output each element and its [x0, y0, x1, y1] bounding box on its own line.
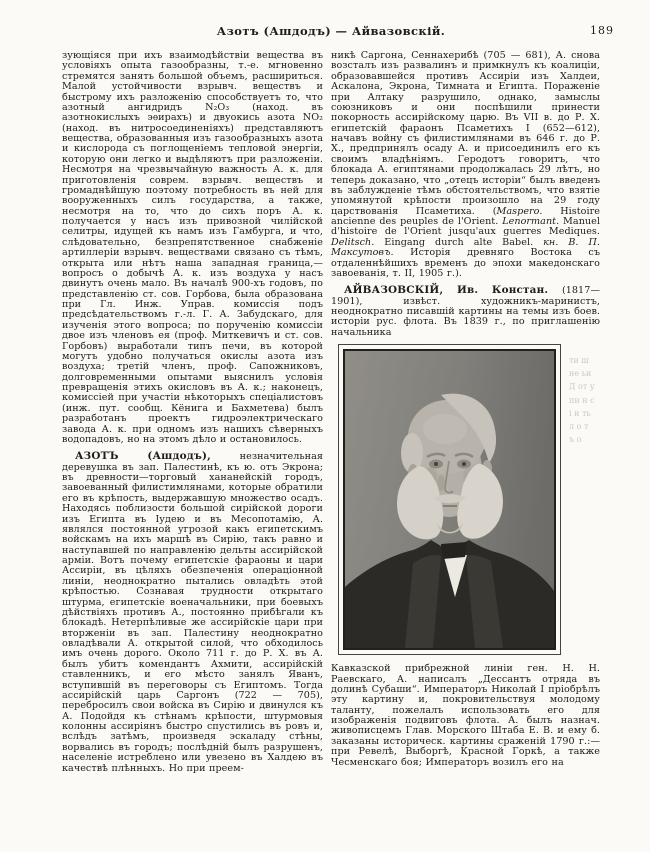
text-segment: Eingang durch alte Babel. — [374, 236, 544, 248]
bibliography-author: Lenormant. — [502, 216, 560, 227]
text-segment: Исторія древняго Востока съ отдаленнѣйшихъ временъ до эпохи македонскаго завоеванія, т. II, 1905 г.). — [331, 247, 600, 279]
paragraph — [331, 285, 600, 338]
text-segment: Кавказской прибрежной линіи ген. Н. Н. Раевскаго, А. написалъ „Дессантъ отряда въ долинѣ Субаши“. Императоръ Николай I пріобрѣлъ эту картину и, покровительствуя молодому таланту, пожелалъ использовать его для изображенія подвиговъ флота. А. былъ назнач. живописцемъ Глав. Морского Штаба Е. В. и ему б. заказаны историческ. картины сраженій 1790 г.:— при Ревелѣ, Выборгѣ, Красной Горкѣ, а также Чесменскаго боя; Императоръ возилъ его на — [331, 663, 600, 768]
text-segment: зующіяся при ихъ взаимодѣйствіи вещества въ условіяхъ опыта газообразны, т.-е. мгновенно стремятся занять большой объемъ, расшириться. Малой устойчивости взрывч. веществъ и быстрому ихъ разложенію способствуетъ то, что азотный ангидридъ N₂O₃ (наход. въ азотнокислыхъ эѳирахъ) и двуокись азота NO₂ (наход. въ нитросоединеніяхъ) представляютъ вещества, образованныя изъ газообразныхъ азота и кислорода съ поглощеніемъ тепловой энергіи, которую они легко и выдѣляютъ при разложеніи. Несмотря на чрезвычайную важность А. к. для приготовленія соврем. взрывч. веществъ и громаднѣйшую поэтому потребность въ ней для вооруженныхъ силъ государства, а также, несмотря на то, что до сихъ поръ А. к. получается у насъ изъ привозной чилійской селитры, идущей къ намъ изъ Гамбурга, и что, слѣдовательно, безпрепятственное снабженіе артиллеріи взрывч. веществами связано съ тѣмъ, открыта или нѣтъ наша западная граница,—вопросъ о добычѣ А. к. изъ воздуха у насъ двинутъ очень мало. Въ началѣ 900-хъ годовъ, по представленію ст. сов. Горбова, была образована при Гл. Инж. Управ. комиссія подъ предсѣдательствомъ г.-л. Г. А. Забудскаго, для изученія этого вопроса; по порученію комиссіи двое изъ членовъ ея (проф. Миткевичъ и ст. сов. Горбовъ) выработали типъ печи, въ которой могутъ удобно получаться окислы азота изъ воздуха; третій членъ, проф. Сапожниковъ, долговременными опытами выяснилъ условія превращенія этихъ окисловъ въ А. к.; наконецъ, комиссіей при участіи нѣкоторыхъ спеціалистовъ (инж. пут. сообщ. Кёнига и Бахметева) былъ разработанъ проектъ гидроэлектрическаго завода А. к. при одномъ изъ нашихъ сѣверныхъ водопадовъ, но на этомъ дѣло и остановилось. — [62, 50, 323, 445]
page-showthrough: ти ш не ьи Д от у пи н сі и ть л о т ъ о — [569, 356, 595, 445]
text-segment: незначительная деревушка въ зап. Палестинѣ, къ ю. отъ Экрона; въ древности—торговый хананейскій городъ, завоеванный филистимлянами, которые обратили его въ крѣпость, выдержавшую множество осадъ. Находясь поблизости большой сирійской дороги изъ Египта въ Іудею и въ Месопотамію, А. являлся постоянной угрозой какъ египетскимъ войскамъ на ихъ маршѣ въ Сирію, такъ равно и наступавшей по направленію дельты ассирійской арміи. Вотъ почему египетскіе фараоны и цари Ассиріи, въ цѣляхъ обезпеченія операціонной линіи, неоднократно пытались овладѣть этой крѣпостью. Сознавая трудности открытаго штурма, египетскіе военачальники, при боевыхъ дѣйствіяхъ противъ А., постоянно прибѣгали къ блокадѣ. Нетерпѣливые же ассирійскіе цари при вторженіи въ зап. Палестину неоднократно овладѣвали А. открытой силой, что обходилось имъ очень дорого. Около 711 г. до Р. Х. въ А. былъ убитъ комендантъ Ахмити, ассирійскій ставленникъ, и его мѣсто занялъ Яванъ, вступившій въ переговоры съ Египтомъ. Тогда ассирійскій царь Саргонъ (722 — 705), перебросилъ свои войска въ Сирію и двинулся къ А. Подойдя къ стѣнамъ крѣпости, штурмовыя колонны ассиріянъ быстро спустились въ ровъ и, вслѣдъ затѣмъ, произведя эскаладу стѣны, ворвались въ городъ; послѣдній былъ разрушенъ, населеніе истреблено или увезено въ Халдею въ качествѣ плѣнныхъ. Но при преем- — [62, 451, 323, 774]
entry-headword: АЗОТЪ (Ашдодъ), — [75, 450, 240, 463]
right-column-upper-text — [331, 51, 600, 338]
bibliography-author: Maspero. — [496, 205, 543, 217]
paragraph — [62, 51, 323, 445]
portrait-figure — [338, 344, 561, 655]
text-segment: (1817—1901), извѣст. художникъ-маринистъ, неоднократно писавшій картины на темы изъ боев. исторіи рус. флота. Въ 1839 г., по приглашенію начальника — [331, 285, 600, 338]
bow-tie — [441, 542, 467, 559]
text-segment: Histoire ancienne des peuples de l'Orient. — [331, 205, 600, 227]
right-column — [331, 51, 600, 768]
paragraph — [331, 664, 600, 768]
bibliography-author: Delitsch. — [331, 236, 375, 248]
text-segment: Manuel d'histoire de l'Orient jusqu'aux guerres Mediques. — [331, 216, 600, 238]
paragraph — [62, 451, 323, 774]
portrait-illustration — [345, 351, 554, 648]
running-title: Азотъ (Ашдодъ) — Айвазовскій. — [216, 24, 446, 38]
eye-left — [434, 462, 438, 466]
page-number: 189 — [590, 24, 614, 37]
left-column — [62, 51, 323, 774]
right-column-lower-text — [331, 664, 600, 768]
text-segment: никѣ Саргона, Сеннахерибѣ (705 — 681), А. снова возсталъ изъ развалинъ и примкнулъ къ коалиціи, образовавшейся противъ Ассиріи изъ Халдеи, Аскалона, Экрона, Тимната и Египта. Пораженіе при Алтаку разрушило, однако, замыслы союзниковъ и они поспѣшили принести покорность ассирійскому царю. Въ VII в. до Р. Х. египетскій фараонъ Псаметихъ I (652—612), начавъ войну съ филистимлянами въ 646 г. до Р. Х., предпринялъ осаду А. и присоединилъ его къ своимъ владѣніямъ. Геродотъ говоритъ, что блокада А. египтянами продолжалась 29 лѣтъ, но теперь доказано, что „отецъ исторіи“ былъ введенъ въ заблужденіе тѣмъ обстоятельствомъ, что взятіе упомянутой крѣпости произошло на 29 году царствованія Псаметиха. ( — [331, 50, 600, 217]
eye-right — [462, 462, 466, 466]
page-header — [62, 24, 614, 40]
portrait-photo — [343, 349, 556, 650]
entry-headword: АЙВАЗОВСКІЙ, Ив. Констан. — [344, 284, 562, 297]
paragraph — [331, 51, 600, 279]
bibliography-author: кн. В. П. Максутовъ. — [331, 236, 600, 259]
